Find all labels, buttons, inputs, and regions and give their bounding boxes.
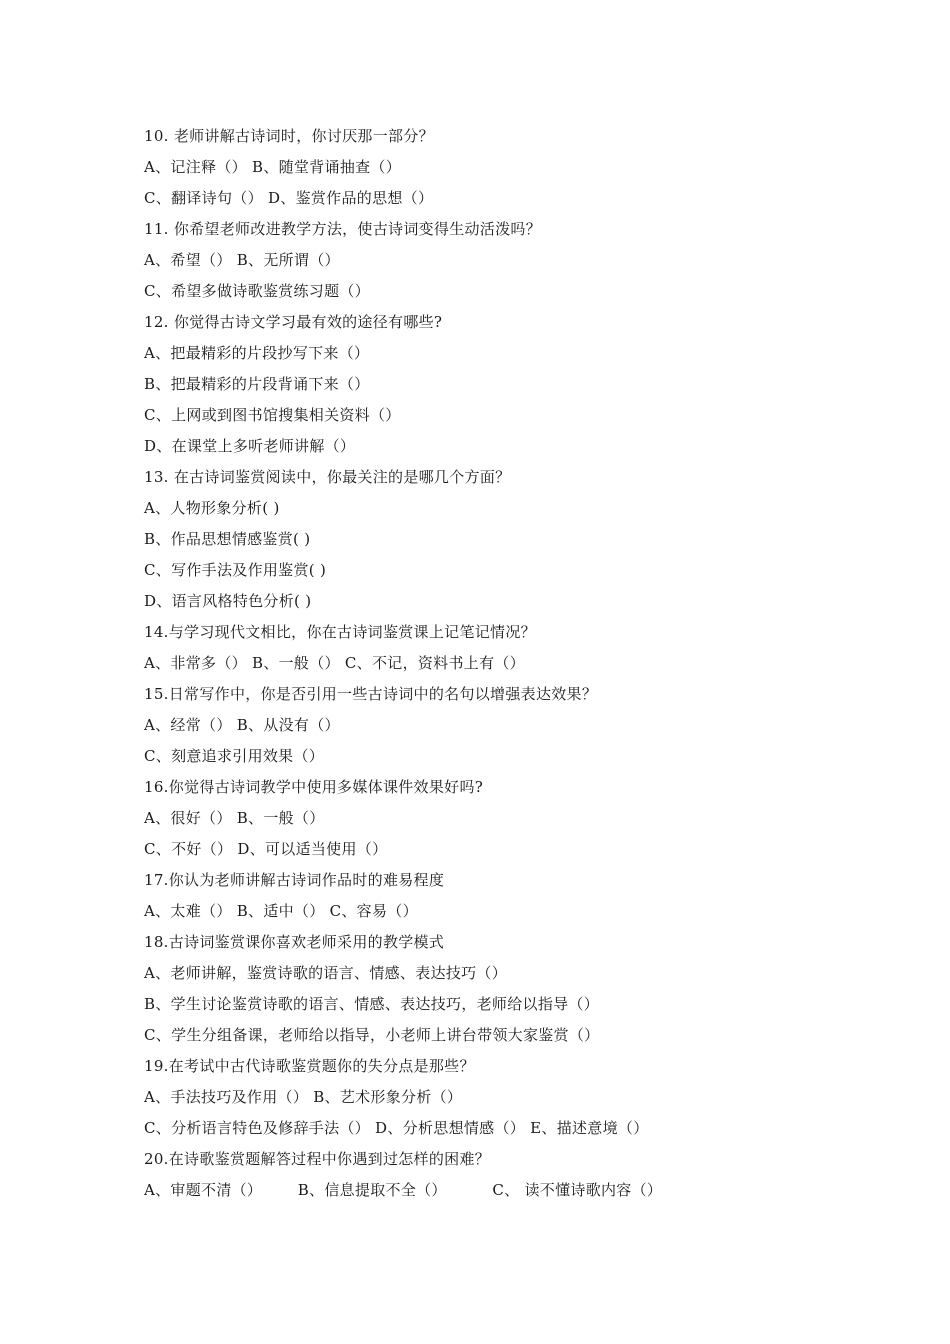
option-line: A、把最精彩的片段抄写下来（） xyxy=(144,344,370,362)
question-11: 11. 你希望老师改进教学方法，使古诗词变得生动活泼吗？ xyxy=(144,220,542,238)
option-line: B、学生讨论鉴赏诗歌的语言、情感、表达技巧，老师给以指导（） xyxy=(144,995,600,1013)
option-line: C、学生分组备课，老师给以指导，小老师上讲台带领大家鉴赏（） xyxy=(144,1026,600,1044)
option-line: C、刻意追求引用效果（） xyxy=(144,747,325,765)
option-line: C、分析语言特色及修辞手法（） D、分析思想情感（） E、描述意境（） xyxy=(144,1119,649,1137)
option-line: B、把最精彩的片段背诵下来（） xyxy=(144,375,370,393)
question-18: 18.古诗词鉴赏课你喜欢老师采用的教学模式 xyxy=(144,933,445,951)
question-10: 10. 老师讲解古诗词时，你讨厌那一部分？ xyxy=(144,127,434,145)
option-line: A、人物形象分析( ) xyxy=(144,499,280,517)
option-line: A、手法技巧及作用（） B、艺术形象分析（） xyxy=(144,1088,463,1106)
question-20: 20.在诗歌鉴赏题解答过程中你遇到过怎样的困难？ xyxy=(144,1150,491,1168)
option-line: D、语言风格特色分析( ) xyxy=(144,592,312,610)
question-16: 16.你觉得古诗词教学中使用多媒体课件效果好吗? xyxy=(144,778,484,796)
option-line: A、老师讲解，鉴赏诗歌的语言、情感、表达技巧（） xyxy=(144,964,508,982)
option-line: A、经常（） B、从没有（） xyxy=(144,716,340,734)
option-line: A、很好（） B、一般（） xyxy=(144,809,325,827)
option-line: A、非常多（） B、一般（） C、不记，资料书上有（） xyxy=(144,654,525,672)
option-line: A、记注释（） B、随堂背诵抽查（） xyxy=(144,158,402,176)
option-line: A、希望（） B、无所谓（） xyxy=(144,251,340,269)
option-line: A、审题不清（） B、信息提取不全（） C、 读不懂诗歌内容（） xyxy=(144,1181,663,1199)
option-line: C、翻译诗句（） D、鉴赏作品的思想（） xyxy=(144,189,434,207)
question-17: 17.你认为老师讲解古诗词作品时的难易程度 xyxy=(144,871,445,889)
option-line: C、上网或到图书馆搜集相关资料（） xyxy=(144,406,401,424)
option-line: C、不好（） D、可以适当使用（） xyxy=(144,840,388,858)
question-13: 13. 在古诗词鉴赏阅读中，你最关注的是哪几个方面？ xyxy=(144,468,511,486)
document-body xyxy=(144,121,864,1206)
option-line: C、写作手法及作用鉴赏( ) xyxy=(144,561,327,579)
option-line: A、太难（） B、适中（） C、容易（） xyxy=(144,902,418,920)
question-14: 14.与学习现代文相比，你在古诗词鉴赏课上记笔记情况？ xyxy=(144,623,536,641)
question-15: 15.日常写作中，你是否引用一些古诗词中的名句以增强表达效果？ xyxy=(144,685,598,703)
option-line: D、在课堂上多听老师讲解（） xyxy=(144,437,356,455)
question-12: 12. 你觉得古诗文学习最有效的途径有哪些? xyxy=(144,313,443,331)
question-19: 19.在考试中古代诗歌鉴赏题你的失分点是那些？ xyxy=(144,1057,475,1075)
option-line: C、希望多做诗歌鉴赏练习题（） xyxy=(144,282,370,300)
option-line: B、作品思想情感鉴赏( ) xyxy=(144,530,311,548)
